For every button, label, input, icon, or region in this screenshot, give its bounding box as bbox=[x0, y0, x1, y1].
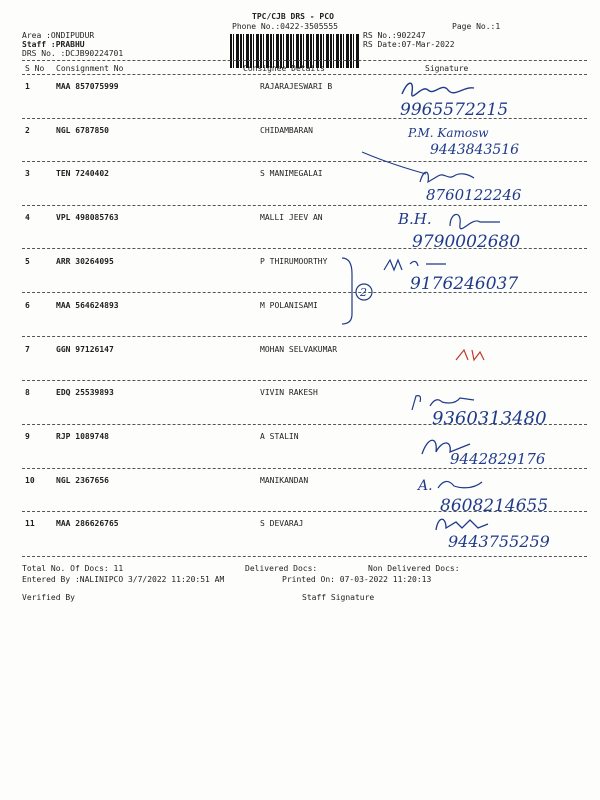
row-divider bbox=[22, 556, 587, 557]
page-number: Page No.:1 bbox=[452, 22, 501, 31]
row-2-consignment: NGL 6787850 bbox=[56, 126, 109, 135]
row-divider bbox=[22, 161, 587, 162]
signature-scribble bbox=[418, 168, 478, 188]
header-divider-bottom bbox=[22, 74, 587, 75]
row-2-sno: 2 bbox=[25, 126, 30, 135]
row-8-consignment: EDQ 25539893 bbox=[56, 388, 114, 397]
row-10-consignee: MANIKANDAN bbox=[260, 476, 309, 485]
row-3-consignment: TEN 7240402 bbox=[56, 169, 109, 178]
row-divider bbox=[22, 205, 587, 206]
row-9-consignment: RJP 1089748 bbox=[56, 432, 109, 441]
signature-row-9-phone: 9442829176 bbox=[450, 450, 546, 468]
signature-row-4-name: B.H. bbox=[398, 210, 432, 228]
delivered-docs: Delivered Docs: bbox=[245, 564, 318, 573]
signature-row-8-phone: 9360313480 bbox=[432, 408, 547, 429]
entered-by: Entered By :NALINIPCO 3/7/2022 11:20:51 AM bbox=[22, 575, 225, 584]
total-docs: Total No. Of Docs: 11 bbox=[22, 564, 124, 573]
staff-label: Staff :PRABHU bbox=[22, 40, 85, 49]
row-divider bbox=[22, 468, 587, 469]
row-1-consignee: RAJARAJESWARI B bbox=[260, 82, 333, 91]
row-6-sno: 6 bbox=[25, 301, 30, 310]
signature-row-11-phone: 9443755259 bbox=[448, 532, 550, 551]
signature-scribble bbox=[398, 78, 478, 102]
signature-scribble bbox=[446, 208, 506, 232]
col-header-sno: S No bbox=[25, 64, 45, 73]
row-5-sno: 5 bbox=[25, 257, 30, 266]
verified-by-label: Verified By bbox=[22, 593, 75, 602]
row-7-consignee: MOHAN SELVAKUMAR bbox=[260, 345, 338, 354]
row-11-consignee: S DEVARAJ bbox=[260, 519, 304, 528]
row-11-sno: 11 bbox=[25, 519, 35, 528]
non-delivered-docs: Non Delivered Docs: bbox=[368, 564, 460, 573]
col-header-signature: Signature bbox=[425, 64, 469, 73]
printed-on: Printed On: 07-03-2022 11:20:13 bbox=[282, 575, 432, 584]
signature-row-2-phone: 9443843516 bbox=[430, 142, 520, 158]
area-label: Area :ONDIPUDUR bbox=[22, 31, 95, 40]
row-8-sno: 8 bbox=[25, 388, 30, 397]
red-ink-mark bbox=[454, 346, 494, 366]
phone-number: Phone No.:0422-3505555 bbox=[232, 22, 338, 31]
signature-row-2-name: P.M. Kamosw bbox=[408, 126, 489, 140]
row-divider bbox=[22, 380, 587, 381]
signature-scribble bbox=[382, 256, 452, 276]
row-5-consignee: P THIRUMOORTHY bbox=[260, 257, 328, 266]
row-10-consignment: NGL 2367656 bbox=[56, 476, 109, 485]
row-1-sno: 1 bbox=[25, 82, 30, 91]
rs-number: RS No.:902247 bbox=[363, 31, 426, 40]
row-4-sno: 4 bbox=[25, 213, 30, 222]
row-6-consignee: M POLANISAMI bbox=[260, 301, 318, 310]
barcode bbox=[230, 34, 360, 68]
signature-row-1-phone: 9965572215 bbox=[400, 100, 509, 120]
staff-signature-label: Staff Signature bbox=[302, 593, 375, 602]
row-divider bbox=[22, 336, 587, 337]
row-4-consignment: VPL 498085763 bbox=[56, 213, 119, 222]
row-5-consignment: ARR 30264095 bbox=[56, 257, 114, 266]
signature-row-4-phone: 9790002680 bbox=[412, 232, 521, 252]
col-header-consignment: Consignment No bbox=[56, 64, 124, 73]
rs-date: RS Date:07-Mar-2022 bbox=[363, 40, 455, 49]
header-divider-top bbox=[22, 60, 587, 61]
col-header-consignee: Consignee Details bbox=[243, 64, 325, 73]
row-6-consignment: MAA 564624893 bbox=[56, 301, 119, 310]
bracket-mark bbox=[338, 254, 378, 328]
row-1-consignment: MAA 857075999 bbox=[56, 82, 119, 91]
row-10-sno: 10 bbox=[25, 476, 35, 485]
signature-row-5-phone: 9176246037 bbox=[410, 274, 519, 294]
row-7-consignment: GGN 97126147 bbox=[56, 345, 114, 354]
row-8-consignee: VIVIN RAKESH bbox=[260, 388, 318, 397]
row-3-consignee: S MANIMEGALAI bbox=[260, 169, 323, 178]
row-2-consignee: CHIDAMBARAN bbox=[260, 126, 313, 135]
drs-number: DRS No. :DCJB90224701 bbox=[22, 49, 124, 58]
row-4-consignee: MALLI JEEV AN bbox=[260, 213, 323, 222]
signature-row-3-phone: 8760122246 bbox=[426, 186, 522, 204]
row-9-sno: 9 bbox=[25, 432, 30, 441]
signature-scribble bbox=[436, 476, 486, 496]
bracket-mark-number: 2 bbox=[360, 286, 367, 299]
row-3-sno: 3 bbox=[25, 169, 30, 178]
row-9-consignee: A STALIN bbox=[260, 432, 299, 441]
row-7-sno: 7 bbox=[25, 345, 30, 354]
signature-row-10-name: A. bbox=[418, 478, 433, 494]
document-title: TPC/CJB DRS - PCO bbox=[252, 12, 334, 21]
row-11-consignment: MAA 286626765 bbox=[56, 519, 119, 528]
signature-row-10-phone: 8608214655 bbox=[440, 496, 549, 516]
